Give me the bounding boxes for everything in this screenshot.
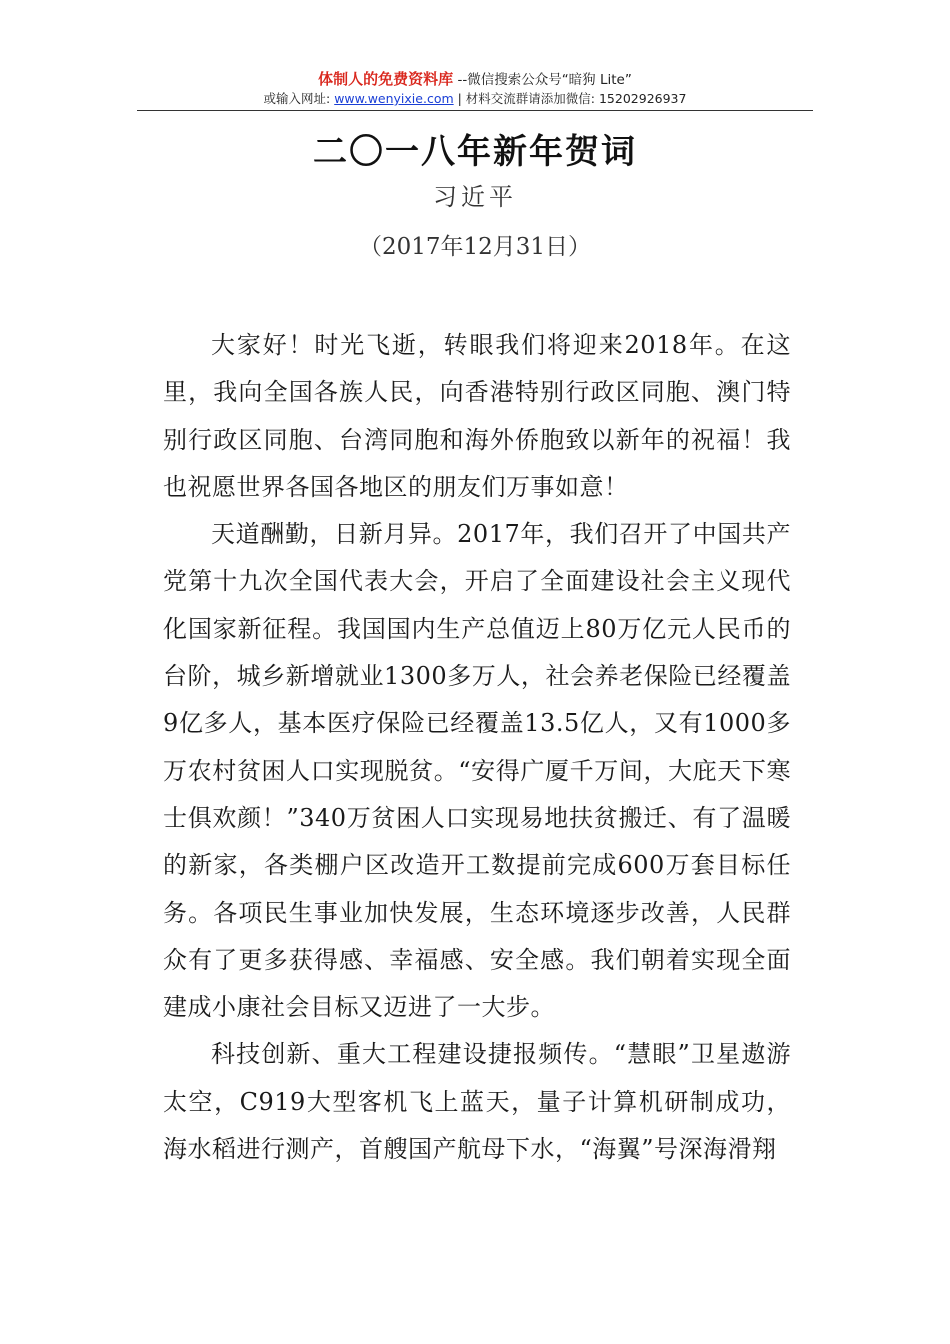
paragraph: 天道酬勤，日新月异。2017年，我们召开了中国共产党第十九次全国代表大会，开启了全面建设社会主义现代化国家新征程。我国国内生产总值迈上80万亿元人民币的台阶，城乡新增就业1300多万人，社会养老保险已经覆盖9亿多人，基本医疗保险已经覆盖13.5亿人，又有1000多万农村贫困人口实现脱贫。“安得广厦千万间，大庇天下寒士俱欢颜！”340万贫困人口实现易地扶贫搬迁、有了温暖的新家，各类棚户区改造开工数提前完成600万套目标任务。各项民生事业加快发展，生态环境逐步改善，人民群众有了更多获得感、幸福感、安全感。我们朝着实现全面建成小康社会目标又迈进了一大步。: [163, 520, 791, 1022]
document-title: 二〇一八年新年贺词: [313, 132, 637, 172]
header-divider: [137, 110, 813, 111]
header-line-1: [137, 70, 813, 89]
paragraph: 大家好！时光飞逝，转眼我们将迎来2018年。在这里，我向全国各族人民，向香港特别行政区同胞、澳门特别行政区同胞、台湾同胞和海外侨胞致以新年的祝福！我也祝愿世界各国各地区的朋友们万事如意！: [163, 331, 791, 501]
document-date: （2017年12月31日）: [358, 234, 592, 260]
document-body: [163, 322, 791, 1173]
url-label: 或输入网址:: [263, 91, 335, 106]
page-header: [137, 70, 813, 107]
wechat-hint: --微信搜索公众号“暗狗 Lite”: [453, 72, 632, 88]
document-author: 习近平: [433, 183, 517, 211]
brand-name: 体制人的免费资料库: [318, 70, 454, 88]
website-link[interactable]: www.wenyixie.com: [334, 91, 454, 106]
paragraph: 科技创新、重大工程建设捷报频传。“慧眼”卫星遨游太空，C919大型客机飞上蓝天，量子计算机研制成功，海水稻进行测产，首艘国产航母下水，“海翼”号深海滑翔: [163, 1040, 791, 1164]
header-line-2: [137, 90, 813, 107]
contact-info: | 材料交流群请添加微信: 15202926937: [453, 91, 687, 106]
